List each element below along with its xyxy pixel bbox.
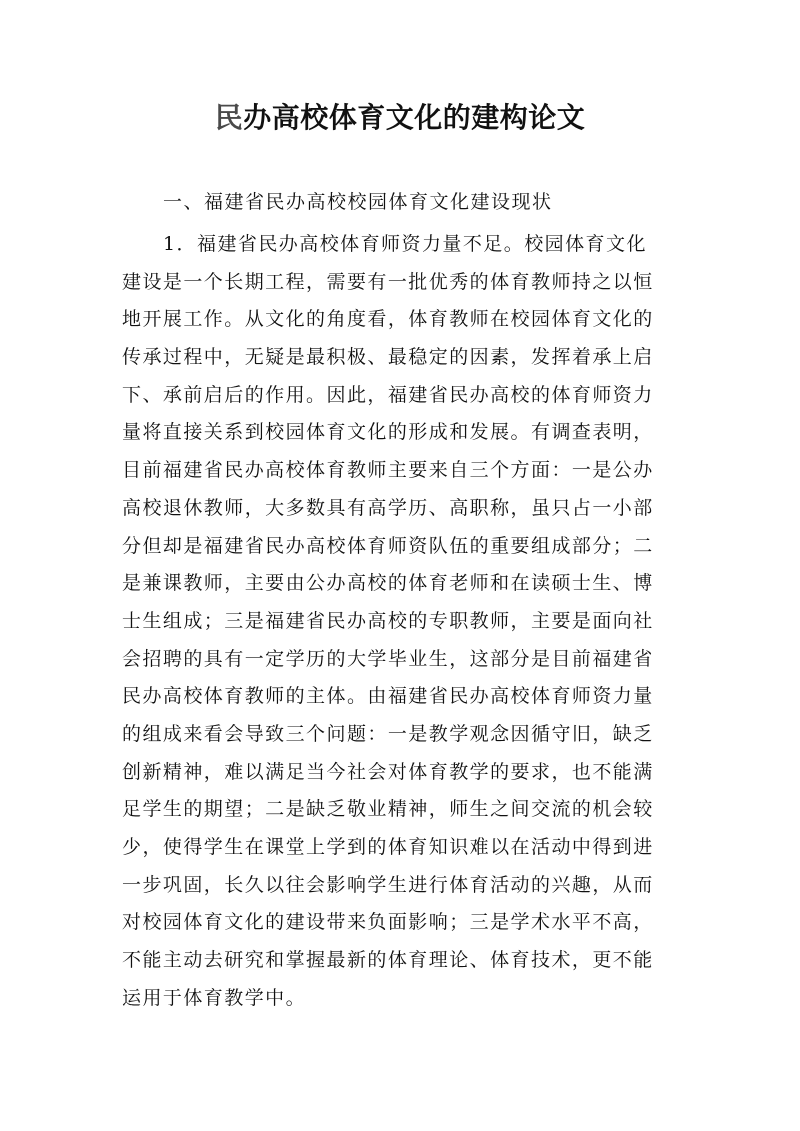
body-paragraph xyxy=(122,226,692,1017)
paragraph-line: 民办高校体育教师的主体。由福建省民办高校体育师资力量 xyxy=(122,685,654,708)
paragraph-line: 1．福建省民办高校体育师资力量不足。校园体育文化 xyxy=(163,233,647,255)
paragraph-line: 会招聘的具有一定学历的大学毕业生，这部分是目前福建省 xyxy=(122,647,654,670)
paragraph-line: 少，使得学生在课堂上学到的体育知识难以在活动中得到进 xyxy=(122,836,654,858)
document-title-first-char: 民 xyxy=(214,101,244,134)
paragraph-line: 目前福建省民办高校体育教师主要来自三个方面：一是公办 xyxy=(122,459,654,482)
paragraph-line: 是兼课教师，主要由公办高校的体育老师和在读硕士生、博 xyxy=(122,572,654,595)
paragraph-line: 创新精神，难以满足当今社会对体育教学的要求，也不能满 xyxy=(122,760,654,783)
paragraph-line: 高校退休教师，大多数具有高学历、高职称，虽只占一小部 xyxy=(122,496,654,519)
paragraph-line: 的组成来看会导致三个问题：一是教学观念因循守旧，缺乏 xyxy=(122,722,654,745)
paragraph-line: 对校园体育文化的建设带来负面影响；三是学术水平不高， xyxy=(122,911,654,934)
paragraph-line: 足学生的期望；二是缺乏敬业精神，师生之间交流的机会较 xyxy=(122,798,654,821)
paragraph-line: 运用于体育教学中。 xyxy=(122,986,307,1009)
paragraph-line: 建设是一个长期工程，需要有一批优秀的体育教师持之以恒 xyxy=(122,270,654,293)
paragraph-line: 传承过程中，无疑是最积极、最稳定的因素，发挥着承上启 xyxy=(122,346,654,369)
section-heading: 一、福建省民办高校校园体育文化建设现状 xyxy=(163,191,553,213)
document-title-rest: 办高校体育文化的建构论文 xyxy=(243,101,586,134)
paragraph-line: 量将直接关系到校园体育文化的形成和发展。有调查表明， xyxy=(122,421,654,444)
paragraph-line: 士生组成；三是福建省民办高校的专职教师，主要是面向社 xyxy=(122,609,654,632)
paragraph-line: 地开展工作。从文化的角度看，体育教师在校园体育文化的 xyxy=(122,308,654,331)
paragraph-line: 不能主动去研究和掌握最新的体育理论、体育技术，更不能 xyxy=(122,949,654,972)
document-title xyxy=(0,96,800,140)
paragraph-line: 一步巩固，长久以往会影响学生进行体育活动的兴趣，从而 xyxy=(122,873,654,896)
paragraph-line: 下、承前启后的作用。因此，福建省民办高校的体育师资力 xyxy=(122,383,654,406)
paragraph-line: 分但却是福建省民办高校体育师资队伍的重要组成部分；二 xyxy=(122,534,654,557)
